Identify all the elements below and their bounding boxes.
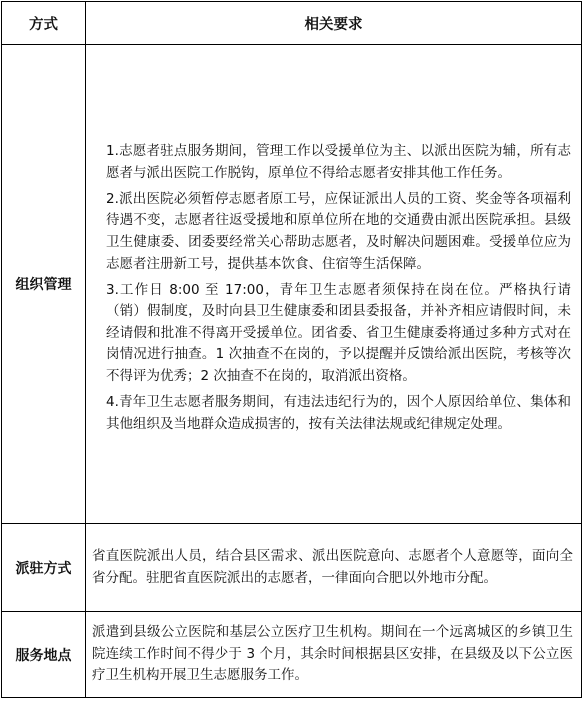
header-requirements: 相关要求 [86,2,582,45]
management-item-2: 2.派出医院必须暂停志愿者原工号，应保证派出人员的工资、奖金等各项福利待遇不变，志愿者往返受援地和原单位所在地的交通费由派出医院承担。县级卫生健康委、团委要经常关心帮助志愿者，及时解决问题困难。受援单位应为志愿者注册新工号，提供基本饮食、住宿等生活保障。 [106,190,571,272]
row-content-service-location [86,612,582,698]
table-row-dispatch-method [2,524,582,612]
row-content-organization-management [86,45,582,524]
row-content-dispatch-method [86,524,582,612]
row-label-organization-management: 组织管理 [2,45,86,524]
table-row-organization-management [2,45,582,524]
service-location-text: 派遣到县级公立医院和基层公立医疗卫生机构。期间在一个远离城区的乡镇卫生院连续工作时间不得少于 3 个月，其余时间根据县区安排，在县级及以下公立医疗卫生机构开展卫生志愿服务工作。 [92,624,573,684]
row-label-service-location: 服务地点 [2,612,86,698]
table-header-row [2,2,582,45]
row-label-dispatch-method: 派驻方式 [2,524,86,612]
management-item-1: 1.志愿者驻点服务期间，管理工作以受援单位为主、以派出医院为辅，所有志愿者与派出医院工作脱钩，原单位不得给志愿者安排其他工作任务。 [106,142,571,181]
dispatch-method-text: 省直医院派出人员，结合县区需求、派出医院意向、志愿者个人意愿等，面向全省分配。驻肥省直医院派出的志愿者，一律面向合肥以外地市分配。 [92,547,573,586]
management-item-3: 3.工作日 8:00 至 17:00，青年卫生志愿者须保持在岗在位。严格执行请（销）假制度，及时向县卫生健康委和团县委报备，并补齐相应请假时间，未经请假和批准不得离开受援单位。团省委、省卫生健康委将通过多种方式对在岗情况进行抽查。1 次抽查不在岗的，予以提醒并反馈给派出医院，考核等次不得评为优秀；2 次抽查不在岗的，取消派出资格。 [106,281,571,385]
table-row-service-location [2,612,582,698]
requirements-table [1,1,582,698]
management-item-4: 4.青年卫生志愿者服务期间，有违法违纪行为的，因个人原因给单位、集体和其他组织及当地群众造成损害的，按有关法律法规或纪律规定处理。 [106,394,571,432]
header-method: 方式 [2,2,86,45]
